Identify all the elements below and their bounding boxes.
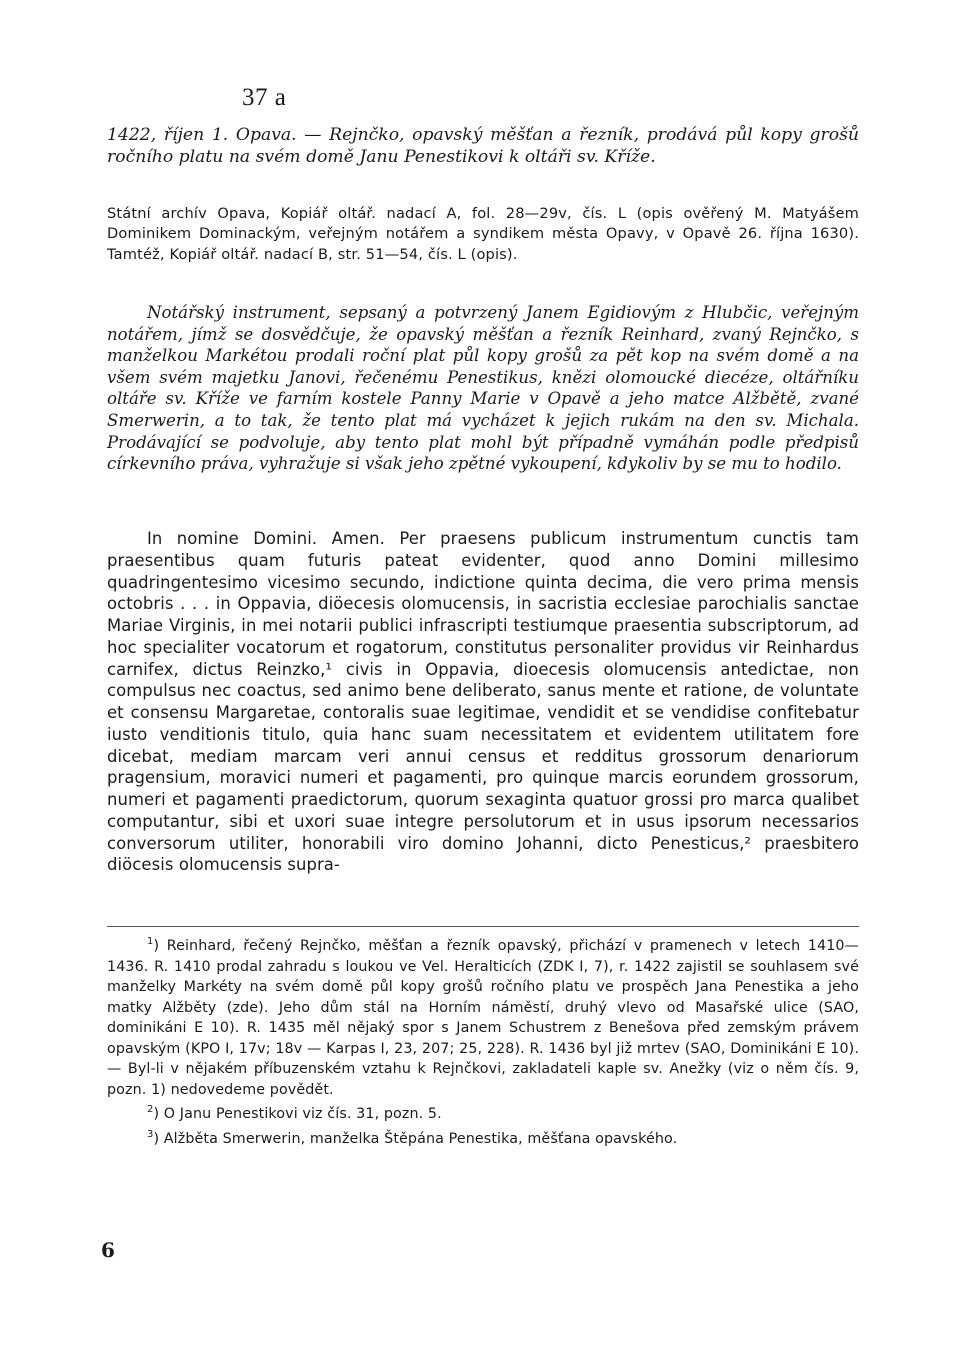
footnote-1: $^1$) Reinhard, řečený Rejnčko, měšťan a řezník opavský, přichází v pramenech v letech 1410—1436. R. 1410 prodal zahradu s loukou ve Vel. Heralticích (ZDK I, 7), r. 1422 zajistil se souhlasem své manželky Markéty na svém domě půl kopy grošů ročního platu ve prospěch Jana Penestika a jeho matky Alžběty (zde). Jeho dům stál na Horním náměstí, druhý vlevo od Masařské ulice (SAO, dominikáni E 10). R. 1435 měl nějaký spor s Janem Schustrem z Benešova před zemským právem opavským (KPO I, 17v; 18v — Karpas I, 23, 207; 25, 228). R. 1436 byl již mrtev (SAO, Dominikáni E 10). — Byl-li v nějakém příbuzenském vztahu k Rejnčkovi, zakladateli kaple sv. Anežky (viz o něm čís. 9, pozn. 1) nedovedeme povědět. [107, 936, 859, 1098]
page-number: 6 [101, 1238, 115, 1262]
footnote-text: O Janu Penestikovi viz čís. 31, pozn. 5. [163, 1106, 442, 1122]
footnote-separator [107, 926, 859, 927]
footnote-mark: 1 [147, 936, 154, 948]
footnote-3: $^3$) Alžběta Smerwerin, manželka Štěpána Penestika, měšťana opavského. [147, 1128, 678, 1147]
footnote-text: Reinhard, řečený Rejnčko, měšťan a řezník opavský, přichází v pramenech v letech 1410—1436. R. 1410 prodal zahradu s loukou ve Vel. Heralticích (ZDK I, 7), r. 1422 zajistil se souhlasem své manželky Markéty na svém domě půl kopy grošů ročního platu ve prospěch Jana Penestika a jeho matky Alžběty (zde). Jeho dům stál na Horním náměstí, druhý vlevo od Masařské ulice (SAO, dominikáni E 10). R. 1435 měl nějaký spor s Janem Schustrem z Benešova před zemským právem opavským (KPO I, 17v; 18v — Karpas I, 23, 207; 25, 228). R. 1436 byl již mrtev (SAO, Dominikáni E 10). — Byl-li v nějakém příbuzenském vztahu k Rejnčkovi, zakladateli kaple sv. Anežky (viz o něm čís. 9, pozn. 1) nedovedeme povědět. [107, 938, 859, 1098]
archival-sources: Státní archív Opava, Kopiář oltář. nadací A, fol. 28—29v, čís. L (opis ověřený M. Matyášem Dominikem Dominackým, veřejným notářem a syndikem města Opavy, v Opavě 26. října 1630). Tamtéž, Kopiář oltář. nadací B, str. 51—54, čís. L (opis). [107, 205, 859, 263]
czech-summary: Notářský instrument, sepsaný a potvrzený Janem Egidiovým z Hlubčic, veřejným notářem, jímž se dosvědčuje, že opavský měšťan a řezník Reinhard, zvaný Rejnčko, s manželkou Markétou prodali roční plat půl kopy grošů za pět kop na svém domě a na všem svém majetku Janovi, řečenému Penestikus, knězi olomoucké diecéze, oltářníku oltáře sv. Kříže ve farním kostele Panny Marie v Opavě a jeho matce Alžbětě, zvané Smerwerin, a to tak, že tento plat má vycházet k jejich rukám na den sv. Michala. Prodávající se podvoluje, aby tento plat mohl být případně vymáhán podle předpisů církevního práva, vyhražuje si však jeho zpětné vykoupení, kdykoliv by se mu to hodilo. [107, 303, 859, 474]
footnote-mark: 3 [147, 1128, 154, 1140]
document-number: 37 a [242, 84, 287, 111]
footnote-2: $^2$) O Janu Penestikovi viz čís. 31, pozn. 5. [147, 1104, 442, 1122]
regest-heading: 1422, říjen 1. Opava. — Rejnčko, opavský měšťan a řezník, prodává půl kopy grošů ročního platu na svém domě Janu Penestikovi k oltáři sv. Kříže. [107, 125, 859, 167]
latin-text: In nomine Domini. Amen. Per praesens publicum instrumentum cunctis tam praesentibus quam futuris pateat evidenter, quod anno Domini millesimo quadringentesimo vicesimo secundo, indictione quinta decima, die vero prima mensis octobris . . . in Oppavia, diöecesis olomucensis, in sacristia ecclesiae parochialis sanctae Mariae Virginis, in mei notarii publici infrascripti testiumque praesentia subscriptorum, ad hoc specialiter vocatorum et rogatorum, constitutus personaliter providus vir Reinhardus carnifex, dictus Reinzko,¹ civis in Oppavia, dioecesis olomucensis antedictae, non compulsus nec coactus, sed animo bene deliberato, sanus mente et ratione, de voluntate et consensu Margaretae, contoralis suae legitimae, vendidit et se vendidise confitebatur iusto venditionis titulo, quia hanc suam necessitatem et evidentem utilitatem fore dicebat, mediam marcam veri annui census et redditus grossorum denariorum pragensium, moravici numeri et pagamenti, pro quinque marcis eorundem grossorum, numeri et pagamenti praedictorum, quorum sexaginta quatuor grossi pro marca qualibet computantur, sibi et uxori suae integre persolutorum et in usus ipsorum necessarios conversorum utiliter, honorabili viro domino Johanni, dicto Penesticus,² praesbitero diöcesis olomucensis supra- [107, 529, 859, 875]
footnote-mark: 2 [147, 1104, 154, 1116]
footnote-text: Alžběta Smerwerin, manželka Štěpána Penestika, měšťana opavského. [163, 1130, 678, 1147]
footnotes [107, 936, 859, 1153]
